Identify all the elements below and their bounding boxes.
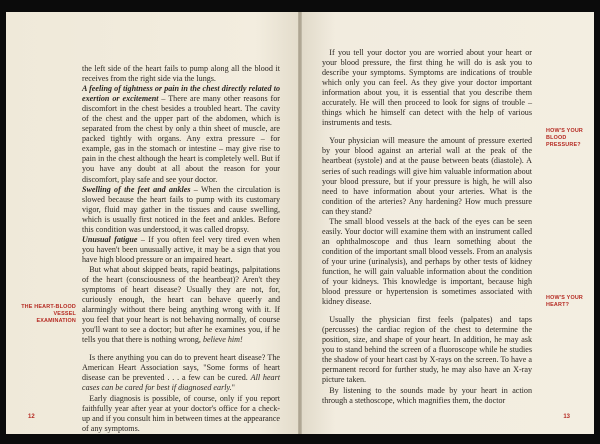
paragraph: Swelling of the feet and ankles – When the circulation is slowed because the heart fails to pump with its customary vigor, fluid may gather in the tissues and cause swelling, which is usually first noticed in the feet and ankles. Before this condition was understood, it was called dropsy. [82, 184, 280, 234]
sidebar-heading-heart-blood-vessel-examination: THE HEART-BLOOD VESSEL EXAMINATION [21, 304, 76, 324]
page-number: 12 [28, 414, 35, 420]
paragraph: By listening to the sounds made by your heart in action through a stethoscope, which magnifies them, the doctor [322, 385, 532, 405]
book-spread [6, 12, 594, 434]
paragraph: Early diagnosis is possible, of course, only if you report faithfully year after year at your doctor's office for a check-up and if you consult him in between times at the appearance of any symptoms. [82, 393, 281, 433]
sidebar-heading-heart: HOW'S YOUR HEART? [546, 295, 584, 308]
paragraph: Is there anything you can do to prevent heart disease? The American Heart Association says, "Some forms of heart disease can be prevented . . . a few can be cured. All heart cases can be cared for best if diagnosed early." [82, 353, 280, 393]
page-number: 13 [563, 414, 570, 420]
paragraph: But what about skipped beats, rapid beatings, palpitations of the heart (consciousness of the heartbeat)? Aren't they symptoms of heart disease? Usually they are not, for, curiously enough, the heart can behave queerly and alarmingly without there being anything wrong with it. If you feel that your heart is not behaving normally, of course you'll want to see a doctor; but after he examines you, if he tells you that there is nothing wrong, believe him! [82, 264, 280, 345]
right-page-text [322, 48, 532, 406]
paragraph: The small blood vessels at the back of the eyes can be seen easily. Your doctor will examine them with an instrument called an ophthalmoscope and thus learn something about the condition of the important small blood vessels. From an analysis of your urine (urinalysis), and perhaps by other tests of kidney function, he will gain valuable information about the condition of your kidneys. This knowledge is important, because high blood pressure or hypertension is sometimes associated with kidney disease. [322, 216, 532, 307]
paragraph: the left side of the heart fails to pump along all the blood it receives from the right side via the lungs. [82, 64, 280, 84]
paragraph: Your physician will measure the amount of pressure exerted by your blood against an arterial wall at the peak of the heartbeat (systole) and at the pause between beats (diastole). A series of such readings will give him valuable information about your blood pressure, but if your pressure is high, he will also need to have information about your arteries. What is the condition of the arteries? Any hardening? How much pressure can they stand? [322, 136, 532, 216]
book-gutter [298, 12, 302, 434]
paragraph: If you tell your doctor you are worried about your heart or your blood pressure, the first thing he will do is ask you to describe your symptoms. Symptoms are indications of trouble which only you can feel. As they give your doctor important information about you, it is essential that you describe them accurately. He will then proceed to look for signs of trouble – things which he himself can detect with the help of various instruments and tests. [322, 48, 532, 128]
right-page [300, 12, 594, 434]
left-page-text [82, 64, 280, 434]
sidebar-heading-blood-pressure: HOW'S YOUR BLOOD PRESSURE? [546, 128, 584, 148]
paragraph: Unusual fatigue – If you often feel very tired even when you haven't been unusually active, it may be a sign that you have high blood pressure or an impaired heart. [82, 234, 280, 264]
paragraph: A feeling of tightness or pain in the chest directly related to exertion or excitement – There are many other reasons for discomfort in the chest besides a troubled heart. The cavity of the chest and the upper part of the abdomen, which is separated from the chest by only a thin sheet of muscle, are packed tightly with organs. Any extra pressure – for example, gas in the stomach or intestine – may give rise to pain in the chest although the heart is completely well. But if you have any doubt at all about the reason for your discomfort, play safe and see your doctor. [82, 84, 280, 184]
paragraph: Usually the physician first feels (palpates) and taps (percusses) the cardiac region of the chest to determine the position, size, and shape of your heart. In addition, he may ask you to stand behind the screen of a fluoroscope while he studies the shadow of your heart cast by X-rays on the screen. To have a permanent record for further study, he may also have an X-ray picture taken. [322, 315, 532, 385]
left-page [6, 12, 300, 434]
